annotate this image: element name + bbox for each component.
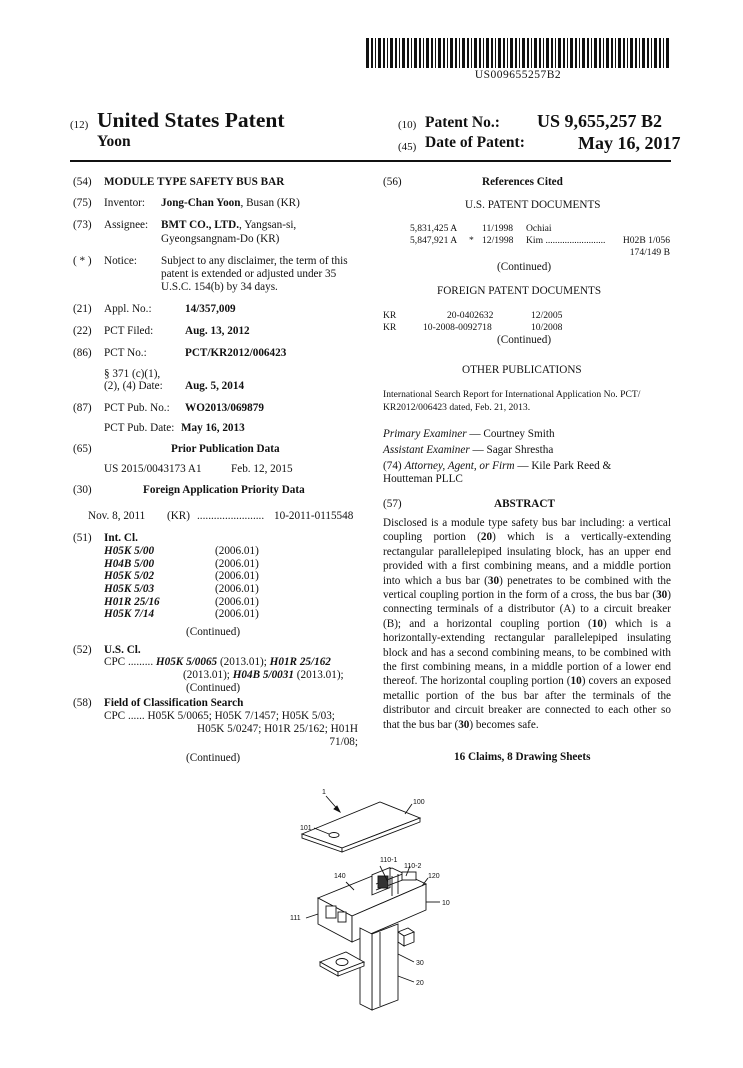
barcode-bar bbox=[419, 38, 421, 68]
int-cl-class: H05K 5/02 bbox=[104, 570, 155, 583]
barcode-bar bbox=[399, 38, 400, 68]
code-52: (52) bbox=[73, 644, 92, 656]
int-cl-class: H05K 5/03 bbox=[104, 583, 155, 596]
field-search-label: Field of Classification Search bbox=[104, 697, 244, 709]
drawing-label: 111 bbox=[290, 915, 301, 922]
int-cl-version: (2006.01) bbox=[215, 570, 259, 583]
barcode-bar bbox=[539, 38, 541, 68]
abstract-part: ) which is a horizontally-extending rectangular parallelepiped insulating block and has a second combining means, to be combined with the first combining means, in a middle portion of a lower end thereof. The horizontal coupling portion ( bbox=[383, 617, 671, 688]
barcode-bar bbox=[558, 38, 561, 68]
cpc-version-c: (2013.01); bbox=[293, 669, 344, 681]
pub-date-label: PCT Pub. Date: bbox=[104, 422, 175, 434]
abstract-text bbox=[383, 516, 671, 732]
int-cl-row bbox=[104, 558, 304, 571]
int-cl-class: H05K 7/14 bbox=[104, 608, 155, 621]
code-56: (56) bbox=[383, 176, 402, 188]
abstract-part: ) penetrates to be combined with the vertical coupling portion in the form of a cross, the bus bar ( bbox=[383, 574, 671, 602]
int-cl-version: (2006.01) bbox=[215, 545, 259, 557]
int-cl-row bbox=[104, 545, 304, 558]
appl-no-label: Appl. No.: bbox=[104, 303, 152, 315]
barcode-bar bbox=[555, 38, 556, 68]
barcode-bar bbox=[447, 38, 448, 68]
us-doc-number: 5,831,425 A bbox=[410, 223, 458, 234]
barcode-bar bbox=[630, 38, 633, 68]
barcode-number: US009655257B2 bbox=[474, 69, 562, 81]
s371-value: Aug. 5, 2014 bbox=[185, 380, 245, 392]
int-cl-row bbox=[104, 570, 304, 583]
barcode-bar bbox=[519, 38, 520, 68]
pct-no-label: PCT No.: bbox=[104, 347, 147, 359]
barcode-bar bbox=[371, 38, 373, 68]
barcode-bar bbox=[546, 38, 549, 68]
barcode-bar bbox=[623, 38, 625, 68]
abstract-ref: 10 bbox=[570, 675, 582, 688]
barcode-bar bbox=[366, 38, 369, 68]
us-doc-name: Ochiai bbox=[526, 223, 552, 234]
leader-111 bbox=[306, 914, 318, 918]
attorney-name-2: Houtteman PLLC bbox=[383, 473, 463, 485]
code-21: (21) bbox=[73, 303, 92, 315]
us-cl-continued: (Continued) bbox=[186, 682, 241, 694]
abstract-heading: ABSTRACT bbox=[494, 498, 555, 510]
barcode-bar bbox=[515, 38, 517, 68]
leader-20 bbox=[398, 976, 414, 982]
primary-examiner bbox=[383, 428, 555, 442]
barcode-bar bbox=[567, 38, 568, 68]
barcode-bar bbox=[603, 38, 604, 68]
box-module-dark bbox=[378, 876, 388, 888]
drawing-label: 110-2 bbox=[404, 863, 422, 870]
appl-no-value: 14/357,009 bbox=[185, 303, 236, 315]
int-cl-version: (2006.01) bbox=[215, 557, 259, 570]
drawing-label: 100 bbox=[413, 799, 425, 806]
prior-publication-number: US 2015/0043173 A1 bbox=[104, 463, 202, 475]
abstract-part: Disclosed is a module type safety bus bar including: a vertical coupling portion ( bbox=[383, 517, 671, 544]
barcode-bar bbox=[491, 38, 493, 68]
barcode-bar bbox=[443, 38, 445, 68]
foreign-doc-date: 12/2005 bbox=[531, 310, 563, 321]
cpc-line-2 bbox=[183, 669, 344, 683]
barcode-bar bbox=[486, 38, 489, 68]
code-87: (87) bbox=[73, 402, 92, 414]
attorney bbox=[383, 460, 611, 474]
abstract-ref: 30 bbox=[458, 718, 470, 731]
int-cl-version: (2006.01) bbox=[215, 595, 259, 608]
code-73: (73) bbox=[73, 219, 92, 231]
assignee-location: , Yangsan-si, bbox=[239, 219, 297, 231]
barcode-bar bbox=[450, 38, 453, 68]
code-58: (58) bbox=[73, 697, 92, 709]
drawing-label: 140 bbox=[334, 873, 346, 880]
barcode-bar bbox=[599, 38, 601, 68]
barcode-bar bbox=[459, 38, 460, 68]
barcode-bar bbox=[387, 38, 388, 68]
barcode-bar bbox=[390, 38, 393, 68]
barcode-bar bbox=[411, 38, 412, 68]
document-type: United States Patent bbox=[97, 108, 285, 132]
inventor-label: Inventor: bbox=[104, 197, 146, 209]
patent-drawing bbox=[280, 786, 470, 1038]
barcode-bar bbox=[563, 38, 565, 68]
cpc-version-a: (2013.01); bbox=[217, 656, 270, 668]
box-terminal bbox=[326, 906, 336, 918]
us-docs-continued: (Continued) bbox=[497, 261, 552, 273]
code-notice: ( * ) bbox=[73, 255, 92, 267]
barcode-bar bbox=[426, 38, 429, 68]
drawing-label: 1 bbox=[322, 789, 326, 796]
prior-publication-date: Feb. 12, 2015 bbox=[231, 463, 293, 475]
code-51: (51) bbox=[73, 532, 92, 544]
code-86: (86) bbox=[73, 347, 92, 359]
barcode-bar bbox=[615, 38, 616, 68]
barcode-bar bbox=[383, 38, 385, 68]
barcode-bar bbox=[579, 38, 580, 68]
us-doc-number: 5,847,921 A bbox=[410, 235, 458, 246]
cpc-prefix: CPC ......... bbox=[104, 656, 154, 668]
barcode-bar bbox=[503, 38, 505, 68]
patent-number: US 9,655,257 B2 bbox=[537, 111, 663, 131]
foreign-priority-country: (KR) bbox=[167, 510, 190, 522]
int-cl-row bbox=[104, 608, 304, 621]
barcode-bar bbox=[635, 38, 637, 68]
assignee-name: BMT CO., LTD. bbox=[161, 219, 240, 231]
vertical-block-front bbox=[372, 924, 398, 1010]
us-documents-heading: U.S. PATENT DOCUMENTS bbox=[465, 199, 601, 211]
vertical-block-side bbox=[360, 928, 372, 1010]
drawing-label: 101 bbox=[300, 825, 312, 832]
code-12: (12) bbox=[70, 119, 89, 131]
assignee-location-2: Gyeongsangnam-Do (KR) bbox=[161, 233, 280, 245]
pct-no-value: PCT/KR2012/006423 bbox=[185, 347, 287, 359]
barcode-bar bbox=[435, 38, 436, 68]
us-cl-label: U.S. Cl. bbox=[104, 644, 141, 656]
code-75: (75) bbox=[73, 197, 92, 209]
abstract-ref: 10 bbox=[591, 617, 603, 630]
code-10: (10) bbox=[398, 119, 417, 131]
field-search-line: CPC ...... H05K 5/0065; H05K 7/1457; H05K 5/03; bbox=[104, 710, 335, 722]
int-cl-class: H01R 25/16 bbox=[104, 595, 160, 608]
s371-line-2: (2), (4) Date: bbox=[104, 380, 163, 392]
references-heading: References Cited bbox=[482, 176, 563, 188]
int-cl-row bbox=[104, 596, 304, 609]
drawing-label: 10 bbox=[442, 900, 450, 907]
foreign-priority-date: Nov. 8, 2011 bbox=[88, 510, 146, 522]
foreign-priority-number: 10-2011-0115548 bbox=[274, 510, 354, 522]
barcode-bar bbox=[647, 38, 649, 68]
barcode-bar bbox=[455, 38, 457, 68]
arrow-head bbox=[334, 806, 340, 812]
pub-date-value: May 16, 2013 bbox=[181, 422, 245, 434]
us-doc-date: 12/1998 bbox=[482, 235, 514, 246]
inventor-surname: Yoon bbox=[97, 133, 131, 150]
barcode-bar bbox=[507, 38, 508, 68]
barcode-bar bbox=[570, 38, 573, 68]
barcode-bar bbox=[594, 38, 597, 68]
barcode-bar bbox=[423, 38, 424, 68]
abstract-ref: 30 bbox=[656, 589, 668, 602]
cpc-class-a: H05K 5/0065 bbox=[155, 656, 218, 668]
cpc-version-b: (2013.01); bbox=[183, 669, 233, 681]
barcode-bar bbox=[627, 38, 628, 68]
abstract-part: ) becomes safe. bbox=[469, 718, 539, 731]
barcode-bar bbox=[575, 38, 577, 68]
box-terminal bbox=[338, 912, 346, 922]
notice-line: Subject to any disclaimer, the term of this bbox=[161, 255, 348, 267]
date-of-patent: May 16, 2017 bbox=[578, 133, 681, 153]
barcode-bar bbox=[407, 38, 409, 68]
code-65: (65) bbox=[73, 443, 92, 455]
code-74: (74) bbox=[383, 460, 405, 472]
foreign-doc-country: KR bbox=[383, 322, 397, 333]
barcode-bar bbox=[510, 38, 513, 68]
drawing-label: 110-1 bbox=[380, 857, 398, 864]
us-doc-date: 11/1998 bbox=[482, 223, 514, 234]
inventor-line bbox=[161, 197, 300, 211]
us-doc-name: Kim ......................... bbox=[526, 235, 606, 246]
barcode-bar bbox=[498, 38, 501, 68]
assistant-examiner-name: — Sagar Shrestha bbox=[469, 444, 554, 456]
barcode-bar bbox=[543, 38, 544, 68]
barcode bbox=[366, 38, 670, 68]
leader-100 bbox=[405, 804, 412, 814]
other-publication-line: KR2012/006423 dated, Feb. 21, 2013. bbox=[383, 402, 531, 413]
barcode-bar bbox=[618, 38, 621, 68]
int-cl-continued: (Continued) bbox=[186, 626, 241, 638]
barcode-bar bbox=[642, 38, 645, 68]
barcode-bar bbox=[438, 38, 441, 68]
barcode-bar bbox=[522, 38, 525, 68]
barcode-bar bbox=[471, 38, 472, 68]
inventor-name: Jong-Chan Yoon bbox=[161, 197, 241, 209]
code-22: (22) bbox=[73, 325, 92, 337]
barcode-bar bbox=[402, 38, 405, 68]
notice-label: Notice: bbox=[104, 255, 137, 267]
barcode-bar bbox=[474, 38, 477, 68]
primary-examiner-name: — Courtney Smith bbox=[466, 428, 555, 440]
primary-examiner-label: Primary Examiner bbox=[383, 428, 467, 440]
int-cl-version: (2006.01) bbox=[215, 583, 259, 596]
barcode-bar bbox=[666, 38, 669, 68]
prior-publication-heading: Prior Publication Data bbox=[171, 443, 280, 455]
barcode-bar bbox=[378, 38, 381, 68]
barcode-bar bbox=[663, 38, 664, 68]
barcode-bar bbox=[651, 38, 652, 68]
code-54: (54) bbox=[73, 176, 92, 188]
barcode-bar bbox=[479, 38, 481, 68]
attorney-label: Attorney, Agent, or Firm bbox=[404, 460, 515, 472]
cpc-line-1 bbox=[104, 656, 331, 670]
field-search-continued: (Continued) bbox=[186, 752, 241, 764]
barcode-bar bbox=[414, 38, 417, 68]
barcode-bar bbox=[495, 38, 496, 68]
barcode-bar bbox=[462, 38, 465, 68]
header-rule bbox=[70, 160, 671, 162]
patent-number-label: Patent No.: bbox=[425, 114, 500, 131]
barcode-bar bbox=[375, 38, 376, 68]
cpc-class-c: H04B 5/0031 bbox=[232, 669, 294, 681]
pct-filed-label: PCT Filed: bbox=[104, 325, 154, 337]
abstract-ref: 30 bbox=[487, 574, 500, 587]
int-cl-list bbox=[104, 545, 304, 621]
pct-filed-value: Aug. 13, 2012 bbox=[185, 325, 250, 337]
other-publications-heading: OTHER PUBLICATIONS bbox=[462, 364, 582, 376]
barcode-bar bbox=[587, 38, 589, 68]
foreign-doc-number: 10-2008-0092718 bbox=[423, 322, 492, 333]
pub-no-value: WO2013/069879 bbox=[185, 402, 264, 414]
us-doc-class: H02B 1/056 bbox=[622, 235, 670, 246]
drawing-label: 20 bbox=[416, 980, 424, 987]
code-45: (45) bbox=[398, 141, 417, 153]
barcode-bar bbox=[527, 38, 529, 68]
leader-30 bbox=[398, 954, 414, 962]
other-publication-line: International Search Report for International Application No. PCT/ bbox=[383, 389, 641, 400]
barcode-bar bbox=[582, 38, 585, 68]
int-cl-label: Int. Cl. bbox=[104, 532, 138, 544]
date-of-patent-label: Date of Patent: bbox=[425, 134, 525, 151]
drawing-label: 120 bbox=[428, 873, 440, 880]
barcode-bar bbox=[395, 38, 397, 68]
foreign-documents-heading: FOREIGN PATENT DOCUMENTS bbox=[437, 285, 602, 297]
us-doc-star: * bbox=[469, 235, 474, 246]
assignee-line bbox=[161, 219, 296, 233]
cpc-class-b: H01R 25/162 bbox=[269, 656, 331, 668]
assignee-label: Assignee: bbox=[104, 219, 149, 231]
barcode-bar bbox=[531, 38, 532, 68]
barcode-bar bbox=[611, 38, 613, 68]
barcode-bar bbox=[551, 38, 553, 68]
box-module bbox=[402, 872, 416, 880]
barcode-bar bbox=[483, 38, 484, 68]
abstract-ref: 20 bbox=[480, 531, 493, 544]
foreign-doc-date: 10/2008 bbox=[531, 322, 563, 333]
notice-line: U.S.C. 154(b) by 34 days. bbox=[161, 281, 278, 293]
code-30: (30) bbox=[73, 484, 92, 496]
barcode-bar bbox=[431, 38, 433, 68]
s371-line-1: § 371 (c)(1), bbox=[104, 368, 161, 380]
int-cl-row bbox=[104, 583, 304, 596]
foreign-doc-country: KR bbox=[383, 310, 397, 321]
abstract-part: ) covers an exposed metallic portion of the bus bar after the terminals of the distributor and circuit breaker are connected to each other so that the bus bar ( bbox=[383, 675, 671, 731]
barcode-bar bbox=[591, 38, 592, 68]
field-search-line: 71/08; bbox=[329, 736, 358, 748]
abstract-part: ) which is a vertically-extending rectangular parallelepiped insulating block, has an upper end provided with a first combining means, and a middle portion into which a bus bar ( bbox=[383, 531, 671, 587]
pub-no-label: PCT Pub. No.: bbox=[104, 402, 170, 414]
int-cl-version: (2006.01) bbox=[215, 608, 259, 621]
us-doc-class-2: 174/149 B bbox=[629, 247, 670, 258]
foreign-priority-dots: ........................ bbox=[197, 510, 265, 522]
assistant-examiner-label: Assistant Examiner bbox=[383, 444, 470, 456]
foreign-doc-number: 20-0402632 bbox=[447, 310, 494, 321]
inventor-location: , Busan (KR) bbox=[240, 197, 300, 209]
barcode-bar bbox=[659, 38, 661, 68]
barcode-bar bbox=[639, 38, 640, 68]
claims-line: 16 Claims, 8 Drawing Sheets bbox=[454, 751, 591, 763]
barcode-bar bbox=[654, 38, 657, 68]
barcode-bar bbox=[606, 38, 609, 68]
code-57: (57) bbox=[383, 498, 402, 510]
int-cl-class: H05K 5/00 bbox=[104, 545, 155, 557]
drawing-label: 30 bbox=[416, 960, 424, 967]
attorney-name: — Kile Park Reed & bbox=[514, 460, 612, 472]
assistant-examiner bbox=[383, 444, 553, 458]
barcode-bar bbox=[534, 38, 537, 68]
int-cl-class: H04B 5/00 bbox=[104, 557, 155, 570]
barcode-bar bbox=[467, 38, 469, 68]
foreign-priority-heading: Foreign Application Priority Data bbox=[143, 484, 305, 496]
notice-line: patent is extended or adjusted under 35 bbox=[161, 268, 337, 280]
abstract-part: ) connecting terminals of a distributor (A) to a circuit breaker (B); and a horizontal coupling portion ( bbox=[383, 589, 671, 630]
foreign-docs-continued: (Continued) bbox=[497, 334, 552, 346]
field-search-line: H05K 5/0247; H01R 25/162; H01H bbox=[197, 723, 358, 735]
patent-title: MODULE TYPE SAFETY BUS BAR bbox=[104, 176, 285, 188]
